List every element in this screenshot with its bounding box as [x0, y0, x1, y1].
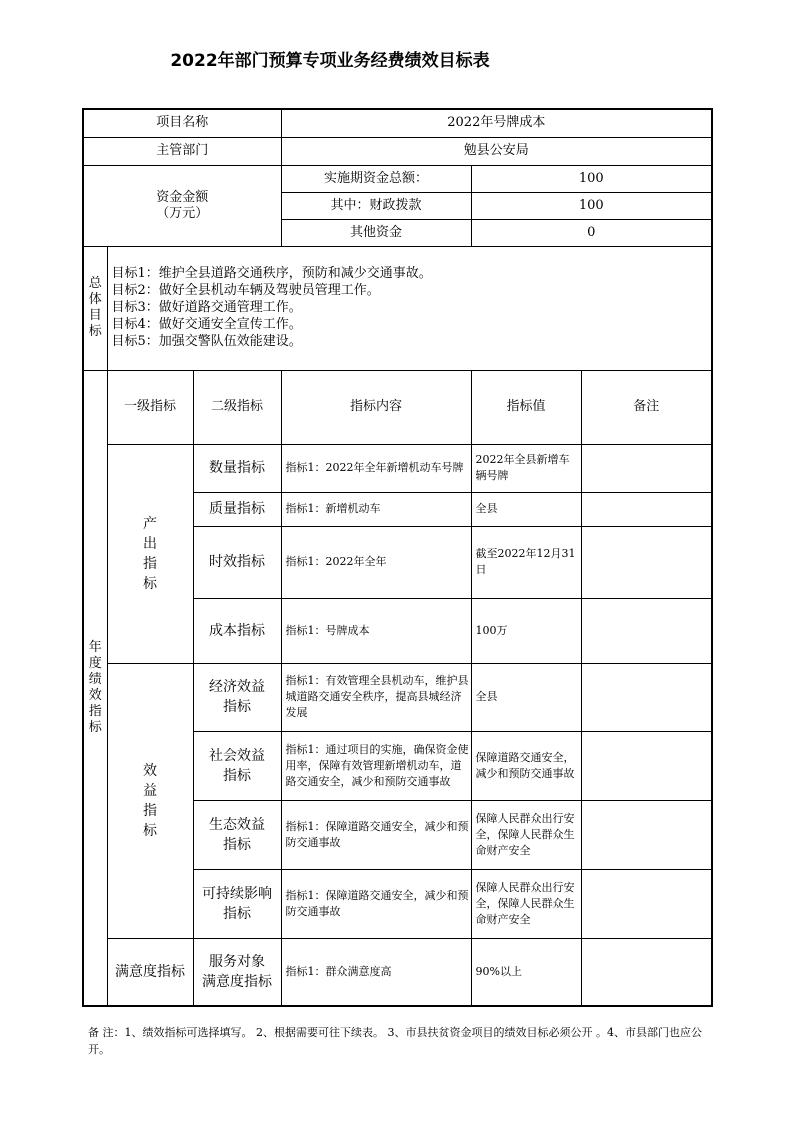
fiscal-funds-value: 100	[471, 192, 712, 219]
level2-line: 生态效益	[209, 816, 266, 833]
level2-line: 指标	[223, 905, 252, 922]
value-cell: 2022年全县新增车辆号牌	[471, 444, 581, 492]
level2-cell: 数量指标	[193, 444, 281, 492]
project-name-row	[83, 109, 712, 137]
level2-cell: 质量指标	[193, 492, 281, 526]
benefit-char: 效	[143, 762, 157, 779]
project-name-value: 2022年号牌成本	[281, 109, 712, 137]
header-note: 备注	[581, 370, 712, 444]
content-cell: 指标1：保障道路交通安全，减少和预防交通事故	[281, 800, 471, 869]
other-funds-value: 0	[471, 219, 712, 246]
note-cell	[581, 663, 712, 731]
output-indicator-label	[107, 444, 193, 663]
dept-label: 主管部门	[83, 137, 281, 165]
note-cell	[581, 444, 712, 492]
year-perf-label	[83, 370, 107, 1006]
performance-table	[82, 108, 713, 1007]
level2-line: 经济效益	[209, 679, 266, 695]
benefit-char: 指	[143, 802, 157, 819]
funds-label-line1: 资金金额	[156, 189, 209, 205]
project-name-label: 项目名称	[83, 109, 281, 137]
content-cell: 指标1：新增机动车	[281, 492, 471, 526]
table-row	[83, 663, 712, 731]
dept-value: 勉县公安局	[281, 137, 712, 165]
note-cell	[581, 598, 712, 663]
dept-row	[83, 137, 712, 165]
level2-line: 指标	[223, 836, 252, 853]
year-char: 指	[88, 703, 102, 719]
level2-line: 指标	[223, 767, 252, 784]
note-cell	[581, 492, 712, 526]
level2-cell	[193, 731, 281, 800]
content-cell: 指标1：群众满意度高	[281, 938, 471, 1006]
note-cell	[581, 869, 712, 938]
goal-item: 目标3：做好道路交通管理工作。	[111, 299, 302, 315]
content-cell: 指标1：号牌成本	[281, 598, 471, 663]
satisfaction-indicator-label: 满意度指标	[107, 938, 193, 1006]
overall-goals-label	[83, 246, 107, 370]
level2-line: 服务对象	[209, 953, 266, 970]
overall-goals-row	[83, 246, 712, 370]
fiscal-funds-label: 其中：财政拨款	[281, 192, 471, 219]
note-cell	[581, 800, 712, 869]
year-char: 年	[88, 639, 102, 655]
level2-line: 指标	[223, 699, 252, 715]
goal-item: 目标2：做好全县机动车辆及驾驶员管理工作。	[111, 282, 380, 298]
overall-char: 体	[88, 292, 102, 307]
year-char: 绩	[88, 671, 102, 687]
note-cell	[581, 731, 712, 800]
page-title: 2022年部门预算专项业务经费绩效目标表	[170, 51, 490, 71]
level2-cell: 时效指标	[193, 526, 281, 598]
value-cell: 全县	[471, 492, 581, 526]
value-cell: 保障人民群众出行安全，保障人民群众生命财产安全	[471, 869, 581, 938]
level2-cell: 成本指标	[193, 598, 281, 663]
goal-item: 目标4：做好交通安全宣传工作。	[111, 316, 302, 332]
goal-item: 目标5：加强交警队伍效能建设。	[111, 333, 302, 349]
overall-goals-list	[107, 246, 712, 370]
perf-header-row	[83, 370, 712, 444]
value-cell: 全县	[471, 663, 581, 731]
total-funds-value: 100	[471, 165, 712, 192]
output-char: 出	[143, 535, 157, 552]
overall-char: 标	[88, 324, 102, 339]
header-content: 指标内容	[281, 370, 471, 444]
content-cell: 指标1：保障道路交通安全，减少和预防交通事故	[281, 869, 471, 938]
content-cell: 指标1：有效管理全县机动车，维护县城道路交通安全秩序，提高县城经济发展	[281, 663, 471, 731]
content-cell: 指标1：通过项目的实施，确保资金使用率，保障有效管理新增机动车，道路交通安全，减少和预防交通事故	[281, 731, 471, 800]
year-char: 标	[88, 719, 102, 735]
year-char: 度	[88, 655, 102, 671]
value-cell: 保障道路交通安全，减少和预防交通事故	[471, 731, 581, 800]
footnote: 备 注：1、绩效指标可选择填写。 2、根据需要可往下续表。 3、市县扶贫资金项目的绩效目标必须公开 。4、市县部门也应公开。	[88, 1026, 702, 1056]
output-char: 标	[143, 575, 157, 592]
year-char: 效	[88, 687, 102, 703]
output-char: 产	[143, 515, 157, 532]
header-value: 指标值	[471, 370, 581, 444]
benefit-indicator-label	[107, 663, 193, 938]
level2-cell	[193, 938, 281, 1006]
level2-cell	[193, 663, 281, 731]
overall-char: 目	[88, 308, 102, 323]
content-cell: 指标1：2022年全年	[281, 526, 471, 598]
header-level1: 一级指标	[107, 370, 193, 444]
funds-label	[83, 165, 281, 246]
level2-line: 社会效益	[209, 747, 266, 764]
output-char: 指	[143, 555, 157, 572]
header-level2: 二级指标	[193, 370, 281, 444]
benefit-char: 益	[143, 782, 157, 799]
benefit-char: 标	[143, 822, 157, 839]
funds-label-line2: （万元）	[156, 205, 209, 221]
note-cell	[581, 938, 712, 1006]
note-cell	[581, 526, 712, 598]
content-cell: 指标1：2022年全年新增机动车号牌	[281, 444, 471, 492]
value-cell: 截至2022年12月31日	[471, 526, 581, 598]
level2-cell	[193, 800, 281, 869]
goal-item: 目标1：维护全县道路交通秩序，预防和减少交通事故。	[111, 265, 432, 281]
table-row	[83, 938, 712, 1006]
funds-total-row	[83, 165, 712, 192]
value-cell: 90%以上	[471, 938, 581, 1006]
other-funds-label: 其他资金	[281, 219, 471, 246]
level2-line: 满意度指标	[202, 973, 273, 990]
value-cell: 100万	[471, 598, 581, 663]
overall-char: 总	[88, 276, 102, 291]
level2-cell	[193, 869, 281, 938]
level2-line: 可持续影响	[202, 885, 273, 902]
total-funds-label: 实施期资金总额：	[281, 165, 471, 192]
table-row	[83, 444, 712, 492]
value-cell: 保障人民群众出行安全，保障人民群众生命财产安全	[471, 800, 581, 869]
